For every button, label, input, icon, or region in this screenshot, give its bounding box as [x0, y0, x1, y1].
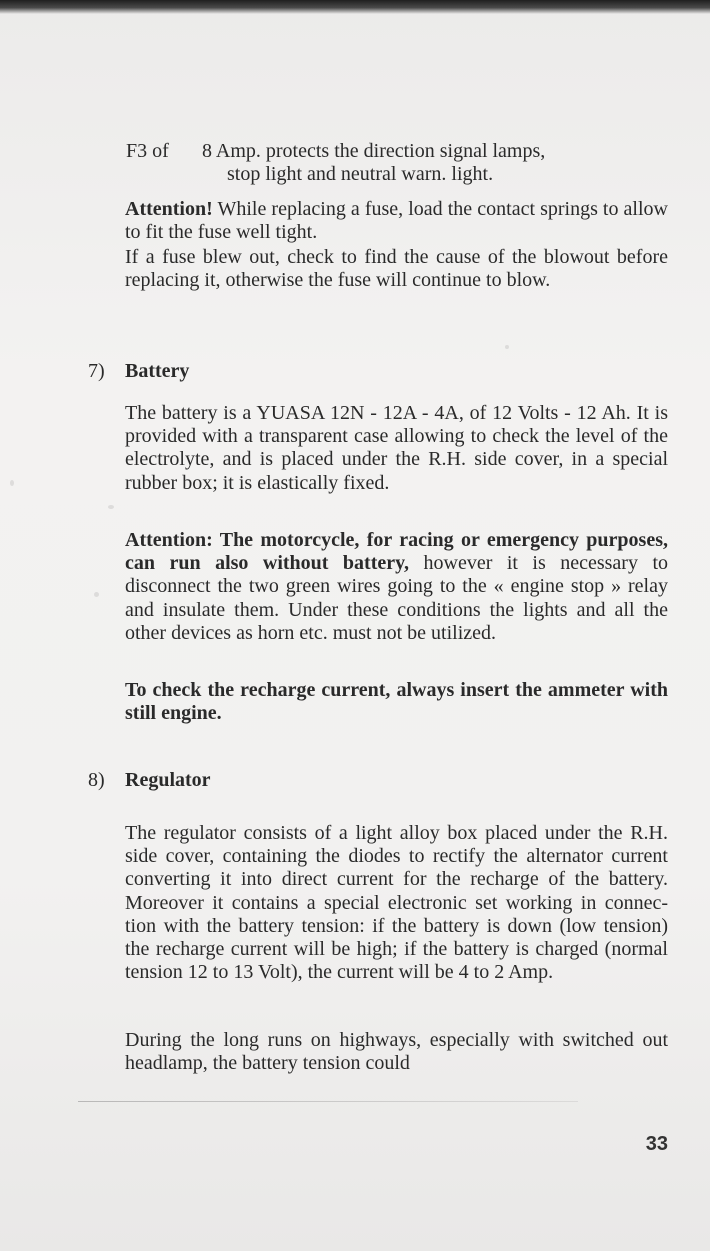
fuse-attention-lead: Attention! — [125, 198, 213, 220]
paper-speck — [94, 592, 99, 597]
paper-speck — [108, 505, 114, 509]
regulator-continuation-paragraph: During the long runs on highways, especially with switched out headlamp, the battery tension could — [125, 1029, 668, 1075]
battery-attention-rest: however it is necessary to disconnect the two green wires going to the « engine stop » relay and insulate them. Under these conditions the lights and all the other devices as horn etc. must not be utilized. — [125, 552, 669, 644]
footer-rule — [78, 1101, 578, 1102]
battery-recharge-note: To check the recharge current, always insert the ammeter with still engine. — [125, 679, 668, 725]
page-top-edge-shadow — [0, 0, 710, 14]
battery-section-number: 7) — [88, 360, 105, 382]
battery-attention-paragraph — [125, 529, 668, 645]
regulator-paragraph: The regulator consists of a light alloy box placed under the R.H. side cover, containing the diodes to rectify the alternator current converting it into direct current for the recharge of the battery. Moreover it contains a special electronic set working in connec- tion with the battery tension: if the battery is down (low tension) the recharge current will be high; if the battery is charged (normal tension 12 to 13 Volt), the current will be 4 to 2 Amp. — [125, 822, 668, 984]
regulator-section-title: Regulator — [125, 769, 211, 791]
paper-speck — [505, 345, 509, 349]
battery-paragraph: The battery is a YUASA 12N - 12A - 4A, of 12 Volts - 12 Ah. It is provided with a transparent case allowing to check the level of the electrolyte, and is placed under the R.H. side cover, in a special rubber box; it is elastically fixed. — [125, 402, 668, 494]
fuse-blowout-paragraph: If a fuse blew out, check to find the cause of the blowout before replacing it, otherwise the fuse will continue to blow. — [125, 246, 668, 292]
fuse-attention-paragraph — [125, 198, 668, 244]
fuse-f3-description: 8 Amp. protects the direction signal lamps, — [202, 140, 546, 162]
battery-section-title: Battery — [125, 360, 190, 382]
fuse-attention-text: While replacing a fuse, load the contact springs to allow to fit the fuse well tight. — [125, 198, 668, 244]
fuse-label: F3 of — [126, 140, 169, 162]
regulator-section-number: 8) — [88, 769, 105, 791]
paper-speck — [10, 480, 14, 486]
page-number: 33 — [645, 1133, 668, 1155]
fuse-f3-description-continued: stop light and neutral warn. light. — [227, 163, 494, 185]
battery-attention-bold: Attention: The motorcycle, for racing or emergency purposes, can run also without battery, — [125, 529, 668, 575]
